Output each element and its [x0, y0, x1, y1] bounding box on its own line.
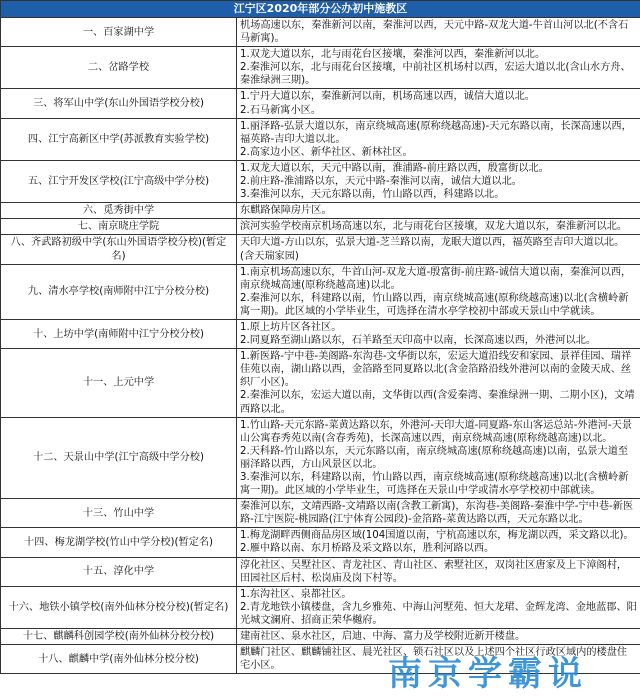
district-area-cell: 1.丽泽路-弘景大道以东，南京绕城高速(原称绕越高速)-天元东路以南，长深高速以西，福英路-吉印大道以北。 2.高家边小区、新华社区、新林社区。 — [237, 118, 640, 160]
school-name-cell: 五、江宁开发区学校(江宁高级中学分校) — [1, 160, 237, 202]
school-name-cell: 三、将军山中学(东山外国语学校分校) — [1, 89, 237, 118]
table-row — [1, 203, 640, 219]
table-row — [1, 417, 640, 499]
district-area-cell: 1.东沟社区、泉都社区。 2.青龙地铁小镇楼盘，含九乡雅苑、中海山河墅苑、恒大龙珺、金辉龙湾、金地蓝郡、阳光城文澜府、招商正荣华樾府。 — [237, 586, 640, 628]
table-row — [1, 528, 640, 557]
school-name-cell: 十四、梅龙湖学校(竹山中学分校)(暂定名) — [1, 528, 237, 557]
school-name-cell: 十一、上元中学 — [1, 349, 237, 417]
table-row — [1, 264, 640, 319]
table-row — [1, 586, 640, 628]
table-row — [1, 349, 640, 417]
district-area-cell: 东麒路保障房片区。 — [237, 203, 640, 219]
school-name-cell: 十、上坊中学(南师附中江宁分校分校) — [1, 319, 237, 348]
table-row — [1, 160, 640, 202]
school-name-cell: 十五、淳化中学 — [1, 557, 237, 586]
district-area-cell: 1.梅龙湖畔西侧商品房区域(104国道以南，宁杭高速以东，梅龙湖以西，采文路以北)。 2.雁中路以南、东月桥路及采文路以东，胜利河路以西。 — [237, 528, 640, 557]
school-name-cell: 七、南京晓庄学院 — [1, 219, 237, 235]
school-name-cell: 六、觅秀街中学 — [1, 203, 237, 219]
table-row — [1, 629, 640, 645]
school-name-cell: 八、齐武路初级中学(东山外国语学校分校)(暂定名) — [1, 235, 237, 264]
district-area-cell: 1.双龙大道以东，北与雨花台区接壤，秦淮河以西，秦淮新河以北。 2.秦淮河以东，北与雨花台区接壤，中前社区机场村以西，宏运大道以北(含山水方舟、秦淮绿洲三期)。 — [237, 47, 640, 89]
district-area-cell: 1.宁丹大道以东，秦淮新河以南，机场高速以西，诚信大道以北。 2.石马新寓小区。 — [237, 89, 640, 118]
school-name-cell: 十二、天景山中学(江宁高级中学分校) — [1, 417, 237, 499]
school-name-cell: 十六、地铁小镇学校(南外仙林分校分校)(暂定名) — [1, 586, 237, 628]
school-name-cell: 十七、麒麟科创园学校(南外仙林分校分校) — [1, 629, 237, 645]
table-title: 江宁区2020年部分公办初中施教区 — [1, 1, 640, 18]
district-area-cell: 1.竹山路-天元东路-菜黄达路以东，外港河-天印大道-同夏路-东山客运总站-外港河-天景山公寓春秀苑以南(含春秀苑)，长深高速以西，南京绕城高速(原称绕越高速)以北。 2.天科路-竹山路以东，天元东路以南，南京绕城高速(原称绕越高速)以南，弘景大道至丽泽路以西，方山风景区以北。 3.秦淮河以东，科建路以南，竹山路以西，南京绕城高速(原称绕越高速)以北(含横岭新寓一期)。此区域的小学毕业生，可选择在天景山中学或清水亭学校初中部就读。 — [237, 417, 640, 499]
table-row — [1, 319, 640, 348]
district-area-cell: 1.南京机场高速以东，牛首山河-双龙大道-殷富街-前庄路-诚信大道以南，秦淮河以西，南京绕城高速(原称绕越高速)以北。 2.秦淮河以东，科建路以南，竹山路以西，南京绕城高速(原称绕越高速)以北(含横岭新寓一期)。此区域的小学毕业生，可选择在清水亭学校初中部或天景山中学就读。 — [237, 264, 640, 319]
table-row — [1, 89, 640, 118]
school-name-cell: 一、百家湖中学 — [1, 18, 237, 47]
school-name-cell: 十三、竹山中学 — [1, 499, 237, 528]
district-area-cell: 秦淮河以东，文靖西路-文靖路以南(含教工新寓)，东沟巷-美阁路-秦淮中学-宁中巷-新医路-江宁医院-桃园路(江宁体育公园段)-金箔路-菜黄达路以西，天元东路以北。 — [237, 499, 640, 528]
table-row — [1, 645, 640, 674]
table-title-row — [1, 1, 640, 18]
table-row — [1, 219, 640, 235]
district-area-cell: 建南社区、泉水社区，启迪、中海、富力及学校附近新开楼盘。 — [237, 629, 640, 645]
watermark-text: 南京学霸说 — [388, 654, 588, 694]
table-body — [1, 18, 640, 674]
table-row — [1, 47, 640, 89]
district-area-cell: 1.新医路-宁中巷-美阁路-东沟巷-文华街以东，宏运大道沿线安和家园、景祥佳园、瑞祥佳苑以南，湖山路以西，金箔路至同夏路以北(含金箔路沿线外港河以南的金陵天成、丝织厂小区)。 2.秦淮河以东，宏运大道以南，文华街以西(含爱秦湾、秦淮绿洲一期、二期小区)，文靖西路以北。 — [237, 349, 640, 417]
school-name-cell: 九、清水亭学校(南师附中江宁分校分校) — [1, 264, 237, 319]
district-area-cell: 1.原上坊片区各社区。 2.同夏路至湖山路以东，石羊路至天印高中以南，长深高速以西，外港河以北。 — [237, 319, 640, 348]
table-row — [1, 235, 640, 264]
table-row — [1, 118, 640, 160]
table-row — [1, 557, 640, 586]
district-area-cell: 机场高速以东，秦淮新河以南，秦淮河以西，天元中路-双龙大道-牛首山河以北(不含石马新寓)。 — [237, 18, 640, 47]
district-area-cell: 1.双龙大道以东，天元中路以南，淮浦路-前庄路以西，殷富街以北。 2.前庄路-淮浦路以东，天元中路-秦淮河以南，诚信大道以北。 3.秦淮河以东，天元东路以南，竹山路以西，科建路以北。 — [237, 160, 640, 202]
school-name-cell: 二、岔路学校 — [1, 47, 237, 89]
district-area-cell: 天印大道-方山以东，弘景大道-芝兰路以南，龙眠大道以西，福英路至吉印大道以北。(含天瑞家园) — [237, 235, 640, 264]
school-name-cell: 十八、麒麟中学(南外仙林分校分校) — [1, 645, 237, 674]
school-name-cell: 四、江宁高新区中学(苏派教育实验学校) — [1, 118, 237, 160]
district-area-cell: 淳化社区、吴墅社区、青龙社区、青山社区、索墅社区，双岗社区唐家及上下漳阁村，田园社区后村、松岗庙及岗下村等。 — [237, 557, 640, 586]
table-row — [1, 18, 640, 47]
district-area-cell: 麒麟门社区、麒麟铺社区、晨光社区、锁石社区以及上述四个社区行政区域内的楼盘住宅小区。 — [237, 645, 640, 674]
table-row — [1, 499, 640, 528]
district-area-cell: 滨河实验学校南京机场高速以东，北与雨花台区接壤，双龙大道以东，秦淮新河以北。 — [237, 219, 640, 235]
